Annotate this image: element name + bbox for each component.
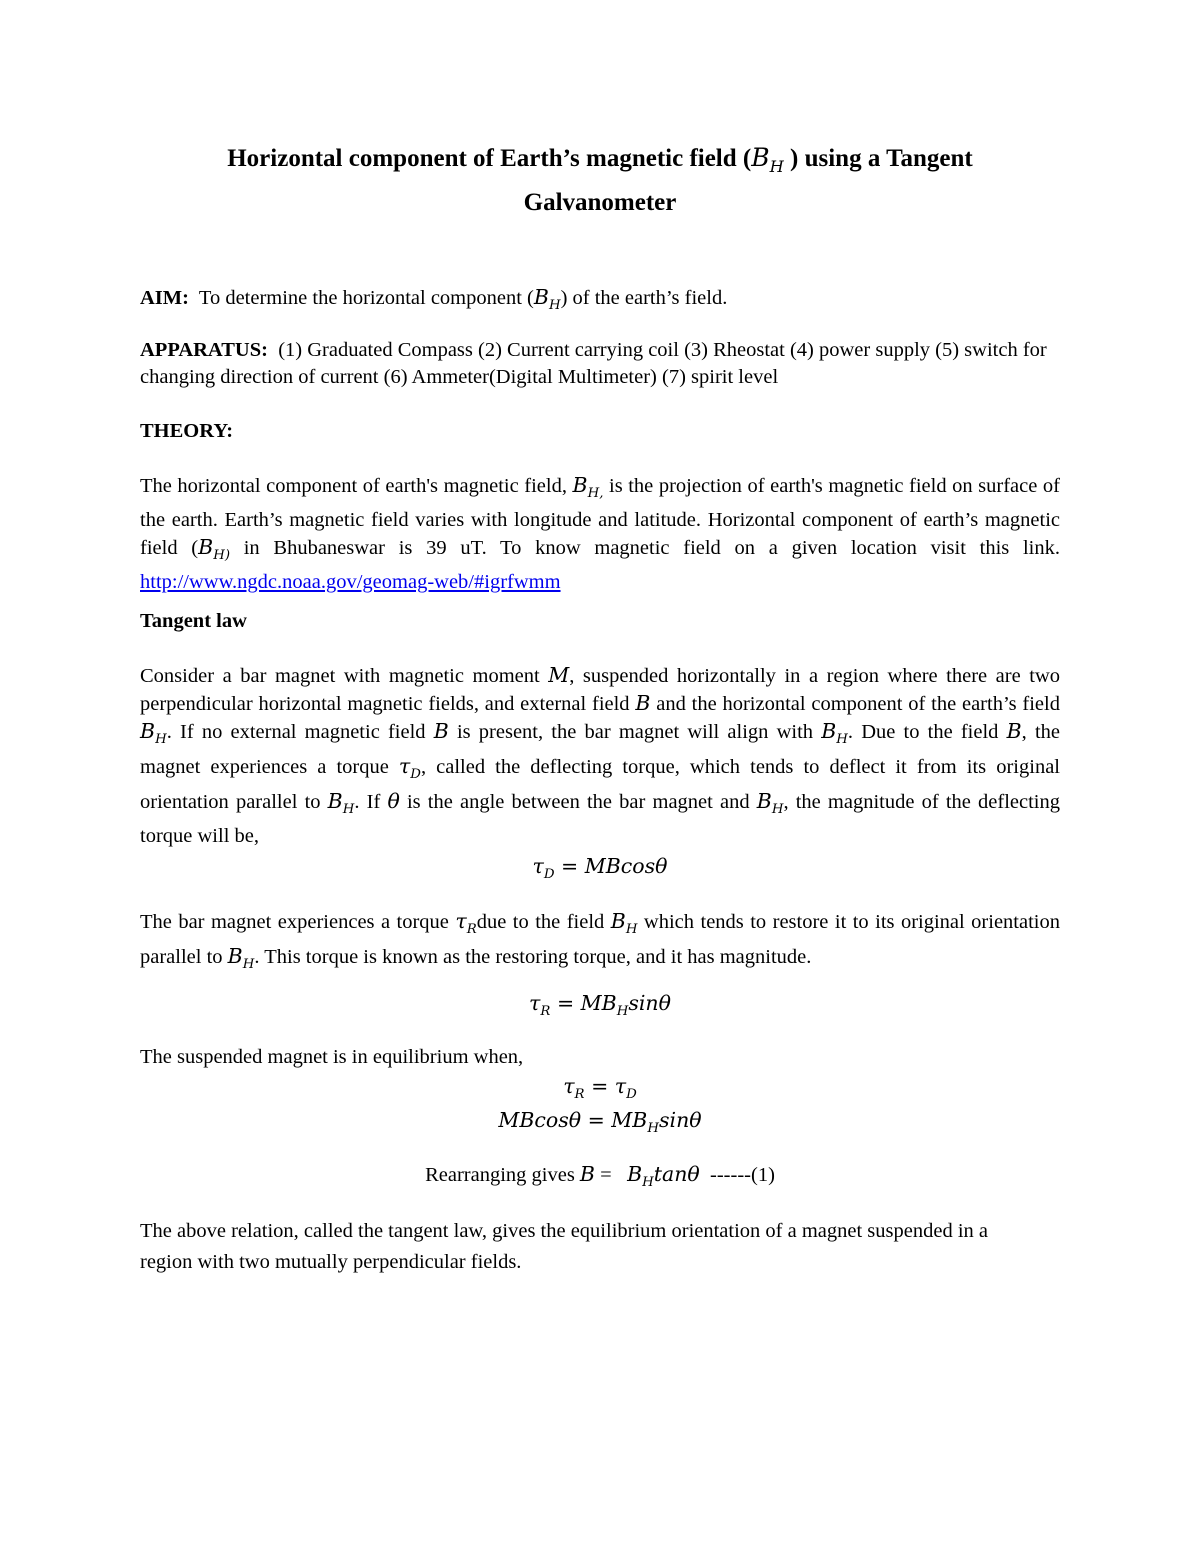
tangent-law-equation: Rearranging gives $B = B_H\tan\theta$ ------(1) <box>425 1162 775 1191</box>
page-title: Horizontal component of Earth’s magnetic field ($B_H$ ) using a Tangent Galvanometer <box>227 143 973 216</box>
aim-section: AIM: To determine the horizontal component $(B_H)$ of the earth’s field. <box>140 285 728 314</box>
bh-symbol: $B_H$ <box>751 143 784 176</box>
restoring-torque-equation: $\tau_R = MB_H\sin\theta$ <box>529 991 671 1020</box>
restoring-torque-paragraph: The bar magnet experiences a torque $\tau_Rdue$ to the field $B_H$ which tends to restore it to its original orientation parallel to $B_H$. This torque is known as the restoring torque, and it has magnitude. <box>140 909 1060 973</box>
tangent-law-paragraph: Consider a bar magnet with magnetic moment M, suspended horizontally in a region where there are two perpendicular horizontal magnetic fields, and external field B and the horizontal component of the earth’s field $B_H$. If no external magnetic field B is present, the bar magnet will align with $B_H$. Due to the field B, the magnet experiences a torque $\tau_D$, called the deflecting torque, which tends to deflect it from its original orientation parallel to $B_H$. If θ is the angle between the bar magnet and $B_H$, the magnitude of the deflecting torque will be, <box>140 663 1061 848</box>
apparatus-list: (1) Graduated Compass (2) Current carrying coil (3) Rheostat (4) power supply (5) switch for changing direction of current (6) Ammeter(Digital Multimeter) (7) spirit level <box>140 339 1047 388</box>
equilibrium-condition-equation: $\tau_R = \tau_D$ <box>563 1074 637 1103</box>
apparatus-label: APPARATUS: <box>140 339 268 361</box>
aim-label: AIM: <box>140 287 189 309</box>
tangent-law-heading: Tangent law <box>140 610 247 632</box>
apparatus-section <box>140 337 1060 391</box>
deflecting-torque-equation: $\tau_D = MBcos\theta$ <box>532 854 668 883</box>
theory-heading: THEORY: <box>140 420 234 442</box>
tangent-law-conclusion: The above relation, called the tangent law, gives the equilibrium orientation of a magnet suspended in a region with two mutually perpendicular fields. <box>140 1220 989 1273</box>
geomag-link[interactable]: http://www.ngdc.noaa.gov/geomag-web/#igrfwmm <box>140 571 561 594</box>
torque-balance-equation: $MBcos\theta = MB_H\sin\theta$ <box>498 1108 702 1137</box>
theory-paragraph: The horizontal component of earth's magnetic field, $B_{H,}$ is the projection of earth's magnetic field on surface of the earth. Earth’s magnetic field varies with longitude and latitude. Horizontal component of earth’s magnetic field ($B_{H)}$ in Bhubaneswar is 39 uT. To know magnetic field on a given location visit this link. http://www.ngdc.noaa.gov/geomag-web/#igrfwmm <box>140 473 1060 594</box>
equilibrium-text: The suspended magnet is in equilibrium when, <box>140 1046 524 1068</box>
